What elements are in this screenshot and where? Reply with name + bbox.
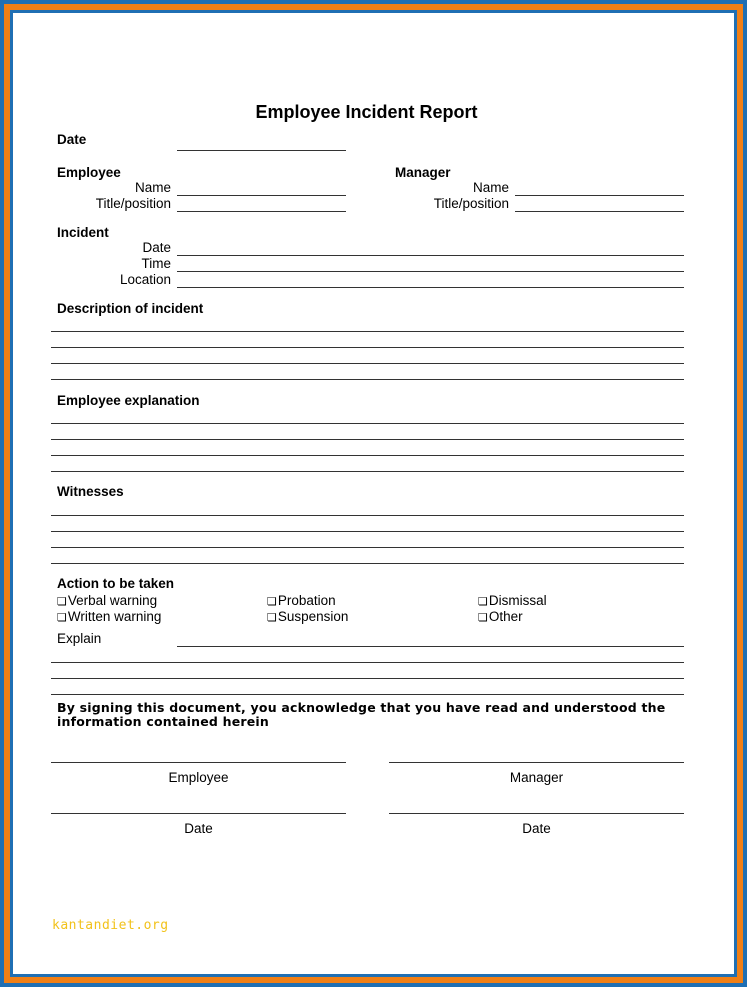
employee-heading: Employee (57, 165, 121, 180)
employee-name-field[interactable] (177, 195, 346, 196)
manager-signature-field[interactable] (389, 762, 684, 763)
acknowledgement-line-2: information contained herein (57, 714, 270, 729)
witnesses-line[interactable] (51, 547, 684, 548)
explanation-line[interactable] (51, 423, 684, 424)
description-line[interactable] (51, 379, 684, 380)
watermark-text: kantandiet.org (52, 918, 169, 933)
explain-line[interactable] (51, 678, 684, 679)
dismissal-checkbox[interactable]: ❏ Dismissal (478, 593, 547, 608)
employee-date-field[interactable] (51, 813, 346, 814)
incident-date-field[interactable] (177, 255, 684, 256)
incident-time-field[interactable] (177, 271, 684, 272)
employee-title-label: Title/position (95, 196, 171, 211)
date-field[interactable] (177, 150, 346, 151)
explanation-line[interactable] (51, 471, 684, 472)
incident-date-label: Date (142, 240, 171, 255)
action-heading: Action to be taken (57, 576, 175, 591)
manager-name-label: Name (472, 180, 509, 195)
explain-line[interactable] (51, 662, 684, 663)
employee-date-label: Date (184, 821, 213, 836)
witnesses-heading: Witnesses (57, 484, 124, 499)
explain-line[interactable] (51, 694, 684, 695)
description-line[interactable] (51, 363, 684, 364)
employee-signature-field[interactable] (51, 762, 346, 763)
description-heading: Description of incident (57, 301, 204, 316)
manager-name-field[interactable] (515, 195, 684, 196)
manager-signature-label: Manager (509, 770, 564, 785)
explanation-line[interactable] (51, 439, 684, 440)
manager-date-field[interactable] (389, 813, 684, 814)
manager-date-label: Date (522, 821, 551, 836)
verbal-warning-checkbox[interactable]: ❏ Verbal warning (57, 593, 157, 608)
description-line[interactable] (51, 331, 684, 332)
other-checkbox[interactable]: ❏ Other (478, 609, 523, 624)
date-label: Date (57, 132, 87, 147)
employee-title-field[interactable] (177, 211, 346, 212)
suspension-checkbox[interactable]: ❏ Suspension (267, 609, 348, 624)
incident-location-field[interactable] (177, 287, 684, 288)
manager-heading: Manager (395, 165, 451, 180)
incident-location-label: Location (119, 272, 171, 287)
employee-signature-label: Employee (168, 770, 229, 785)
written-warning-checkbox[interactable]: ❏ Written warning (57, 609, 161, 624)
witnesses-line[interactable] (51, 515, 684, 516)
witnesses-line[interactable] (51, 531, 684, 532)
description-line[interactable] (51, 347, 684, 348)
incident-heading: Incident (57, 225, 109, 240)
incident-time-label: Time (141, 256, 171, 271)
explanation-line[interactable] (51, 455, 684, 456)
form-title: Employee Incident Report (255, 102, 478, 122)
explain-field[interactable] (177, 646, 684, 647)
employee-name-label: Name (134, 180, 171, 195)
explain-label: Explain (57, 631, 102, 646)
acknowledgement-line-1: By signing this document, you acknowledge that you have read and understood the (57, 700, 666, 715)
witnesses-line[interactable] (51, 563, 684, 564)
manager-title-label: Title/position (433, 196, 509, 211)
explanation-heading: Employee explanation (57, 393, 200, 408)
manager-title-field[interactable] (515, 211, 684, 212)
probation-checkbox[interactable]: ❏ Probation (267, 593, 336, 608)
